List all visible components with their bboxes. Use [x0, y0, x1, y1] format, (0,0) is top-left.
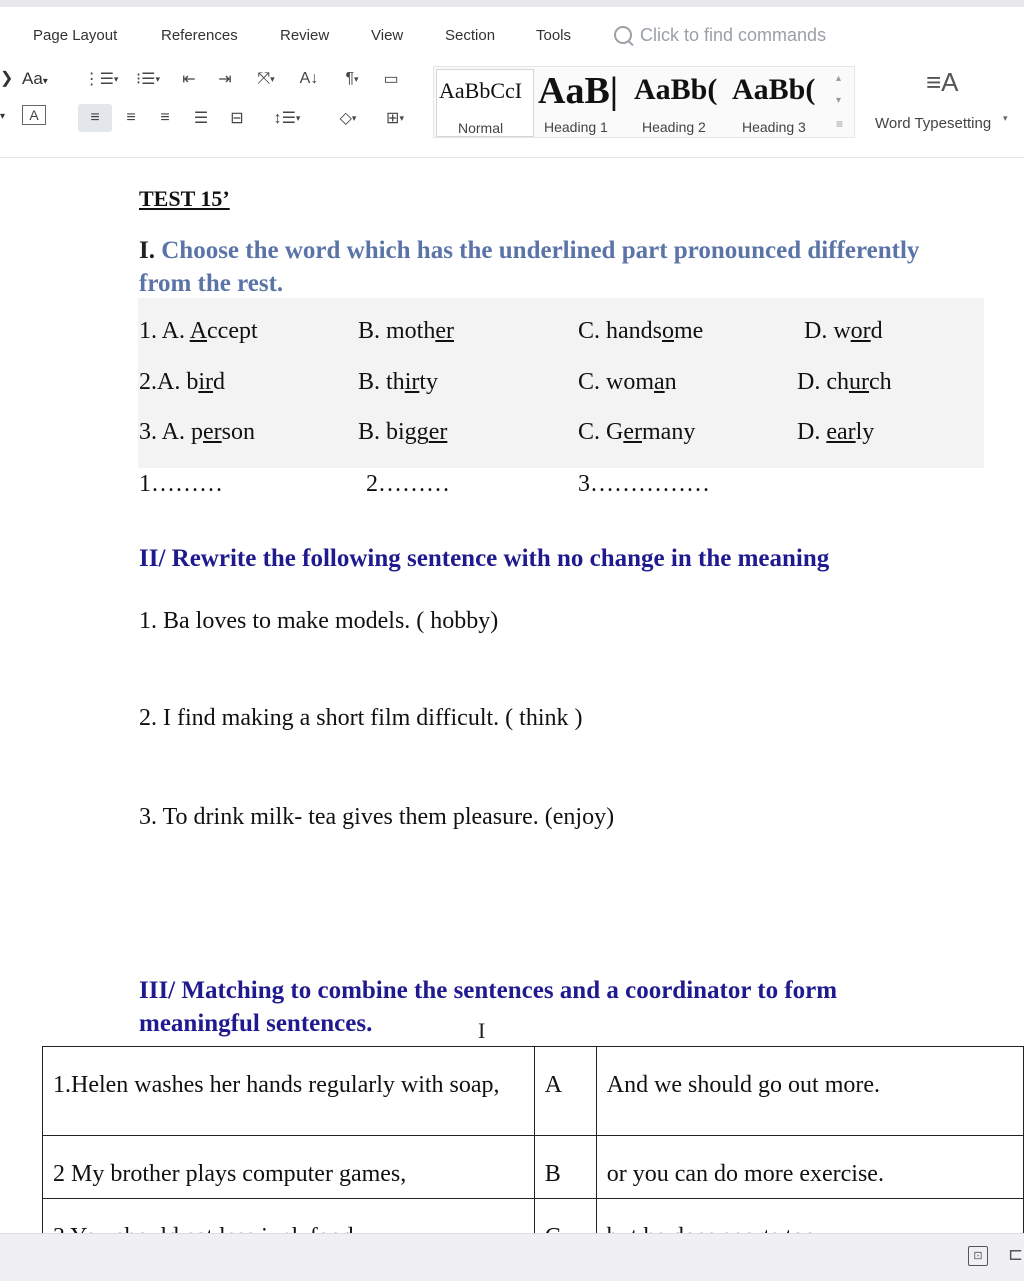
page-view-icon[interactable]: ⊡: [968, 1246, 988, 1266]
section-3-heading: III/ Matching to combine the sentences and a coordinator to form meaningful sentences.: [139, 977, 838, 1037]
answer-blank-3: 3……………: [578, 471, 710, 497]
rewrite-item-3: 3. To drink milk- tea gives them pleasure. (enjoy): [139, 804, 615, 830]
section-1-instruction: Choose the word which has the underlined part pronounced differently from the rest.: [139, 237, 920, 297]
q3-a-post: son: [221, 419, 256, 445]
chevron-down-icon[interactable]: ▾: [836, 95, 842, 106]
q2-d-underlined: ur: [848, 369, 869, 395]
q3-a-pre: p: [191, 419, 204, 445]
q2-option-d: [797, 369, 892, 396]
q2-a-pre: b: [186, 369, 199, 395]
line-spacing-icon[interactable]: ↕☰ ▾: [273, 110, 301, 127]
status-bar: [0, 1233, 1024, 1281]
find-commands-box[interactable]: [614, 23, 826, 47]
style-heading-2-label: Heading 2: [642, 119, 706, 135]
q3-d-pre: D.: [797, 419, 827, 445]
style-heading-3-preview: AaBb(: [732, 73, 816, 106]
q3-option-b: [358, 419, 447, 446]
q2-option-b: [358, 369, 438, 396]
matching-letter-cell: B: [534, 1136, 596, 1199]
q3-option-d: [797, 419, 874, 446]
q3-b-underlined: er: [428, 419, 448, 445]
q1-option-d: [804, 318, 883, 345]
q1-option-c: [578, 318, 703, 345]
sort-icon[interactable]: A↓: [299, 70, 319, 87]
increase-indent-icon[interactable]: ⇥: [218, 71, 232, 88]
menu-view[interactable]: View: [371, 27, 404, 44]
shading-icon[interactable]: ◇ ▾: [339, 110, 357, 127]
font-size-label: Aa: [22, 69, 43, 88]
q3-number: 3. A.: [139, 419, 192, 445]
style-heading-1-preview: AaB|: [538, 70, 619, 112]
matching-right-cell: And we should go out more.: [596, 1047, 1023, 1136]
section-2-heading: II/ Rewrite the following sentence with no change in the meaning: [139, 545, 830, 572]
q1-c-underlined: o: [662, 318, 674, 344]
q2-number: 2.A.: [139, 369, 187, 395]
q1-d-post: d: [870, 318, 883, 344]
window-top-strip: [0, 0, 1024, 7]
style-heading-3-label: Heading 3: [742, 119, 806, 135]
q1-option-a: [139, 318, 258, 345]
style-normal-preview: AaBbCcI: [439, 78, 523, 103]
typesetting-icon: ≡A: [926, 67, 959, 97]
q2-c-post: n: [664, 369, 677, 395]
numbered-list-icon[interactable]: ⁝☰ ▾: [136, 71, 160, 88]
table-row: [43, 1136, 1024, 1199]
q3-c-pre: C. G: [578, 419, 624, 445]
q2-option-a: [139, 369, 225, 396]
menu-review[interactable]: Review: [280, 27, 330, 44]
section-1-heading: [139, 234, 939, 300]
q3-a-underlined: er: [203, 419, 222, 445]
q2-c-underlined: a: [654, 369, 665, 395]
q2-d-pre: D. ch: [797, 369, 849, 395]
test-title: TEST 15’: [139, 186, 230, 211]
chevron-up-icon[interactable]: ▴: [836, 73, 842, 84]
q2-a-underlined: ir: [198, 369, 214, 395]
chinese-layout-icon[interactable]: ⤧ ▾: [257, 70, 275, 87]
word-typesetting-label: Word Typesetting: [875, 115, 992, 132]
q2-option-c: [578, 369, 677, 396]
chevron-right-icon[interactable]: ❯: [0, 70, 14, 87]
more-styles-icon[interactable]: ≡: [836, 117, 844, 131]
paragraph-mark-icon[interactable]: ¶ ▾: [345, 70, 359, 87]
distributed-align-icon[interactable]: ⊟: [230, 110, 244, 127]
justify-icon[interactable]: ☰: [193, 110, 209, 127]
menu-tools[interactable]: Tools: [536, 27, 572, 44]
bullet-list-icon[interactable]: ⋮☰ ▾: [83, 71, 119, 88]
decrease-indent-icon[interactable]: ⇤: [182, 71, 196, 88]
q2-d-post: ch: [868, 369, 892, 395]
q2-b-post: ty: [419, 369, 439, 395]
style-heading-1-label: Heading 1: [544, 119, 608, 135]
change-case-button[interactable]: Aa▾: [22, 69, 48, 88]
search-icon: [614, 26, 632, 44]
align-center-icon[interactable]: ≡: [126, 109, 136, 126]
q3-d-underlined: ear: [826, 419, 856, 445]
text-highlight-icon[interactable]: A: [22, 105, 46, 125]
style-heading-3[interactable]: [730, 67, 826, 137]
q3-b-pre: B. bigg: [358, 419, 429, 445]
q3-option-c: [578, 419, 695, 446]
q3-option-a: [139, 419, 255, 446]
q1-option-b: [358, 318, 454, 345]
q1-b-underlined: er: [435, 318, 454, 344]
q1-c-post: me: [674, 318, 704, 344]
answer-blank-2: 2………: [366, 471, 450, 497]
q2-c-pre: C. wom: [578, 369, 655, 395]
q1-c-pre: C. hands: [578, 318, 662, 344]
word-typesetting-button[interactable]: [872, 65, 1022, 145]
style-heading-2[interactable]: [632, 67, 728, 137]
q3-c-post: many: [642, 419, 696, 445]
q3-c-underlined: er: [623, 419, 642, 445]
dropdown-arrow-icon[interactable]: ▾: [0, 111, 6, 122]
rewrite-item-1: 1. Ba loves to make models. ( hobby): [139, 608, 499, 634]
q1-d-pre: D. w: [804, 318, 851, 344]
menu-references[interactable]: References: [161, 27, 238, 44]
menu-page-layout[interactable]: Page Layout: [33, 27, 118, 44]
document-page[interactable]: [0, 158, 1024, 1233]
matching-left-cell: 1.Helen washes her hands regularly with soap,: [43, 1047, 535, 1136]
menu-bar: [0, 7, 1024, 57]
style-heading-2-preview: AaBb(: [634, 73, 718, 106]
q1-d-underlined: or: [850, 318, 871, 344]
q1-a-post: ccept: [207, 318, 258, 344]
rewrite-item-2: 2. I find making a short film difficult. ( think ): [139, 705, 583, 731]
matching-table: [42, 1046, 1024, 1262]
align-left-icon[interactable]: ≡: [78, 104, 112, 132]
section-1-number: I.: [139, 237, 155, 264]
q2-a-post: d: [213, 369, 226, 395]
style-normal-label: Normal: [458, 120, 504, 136]
styles-gallery: [433, 66, 855, 138]
q1-b-pre: B. moth: [358, 318, 436, 344]
dropdown-arrow-icon: ▾: [1003, 113, 1008, 123]
ribbon-toolbar: [0, 57, 1024, 158]
q1-number: 1. A.: [139, 318, 190, 344]
find-commands-placeholder: Click to find commands: [640, 24, 827, 45]
q2-b-underlined: ir: [404, 369, 420, 395]
text-cursor-icon: I: [478, 1018, 486, 1043]
matching-letter-cell: A: [534, 1047, 596, 1136]
borders-icon[interactable]: ⊞ ▾: [386, 110, 404, 127]
style-normal[interactable]: [436, 69, 534, 137]
align-right-icon[interactable]: ≡: [160, 109, 170, 126]
layout-view-icon[interactable]: ⊏: [1008, 1244, 1024, 1264]
style-heading-1[interactable]: [534, 67, 630, 137]
menu-section[interactable]: Section: [445, 27, 496, 44]
answer-blank-1: 1………: [139, 471, 223, 497]
q2-b-pre: B. th: [358, 369, 405, 395]
matching-right-cell: or you can do more exercise.: [596, 1136, 1023, 1199]
q1-a-underlined: A: [189, 318, 208, 344]
table-row: [43, 1047, 1024, 1136]
ruler-icon[interactable]: ▭: [383, 71, 399, 88]
matching-left-cell: 2 My brother plays computer games,: [43, 1136, 535, 1199]
q3-d-post: ly: [855, 419, 875, 445]
